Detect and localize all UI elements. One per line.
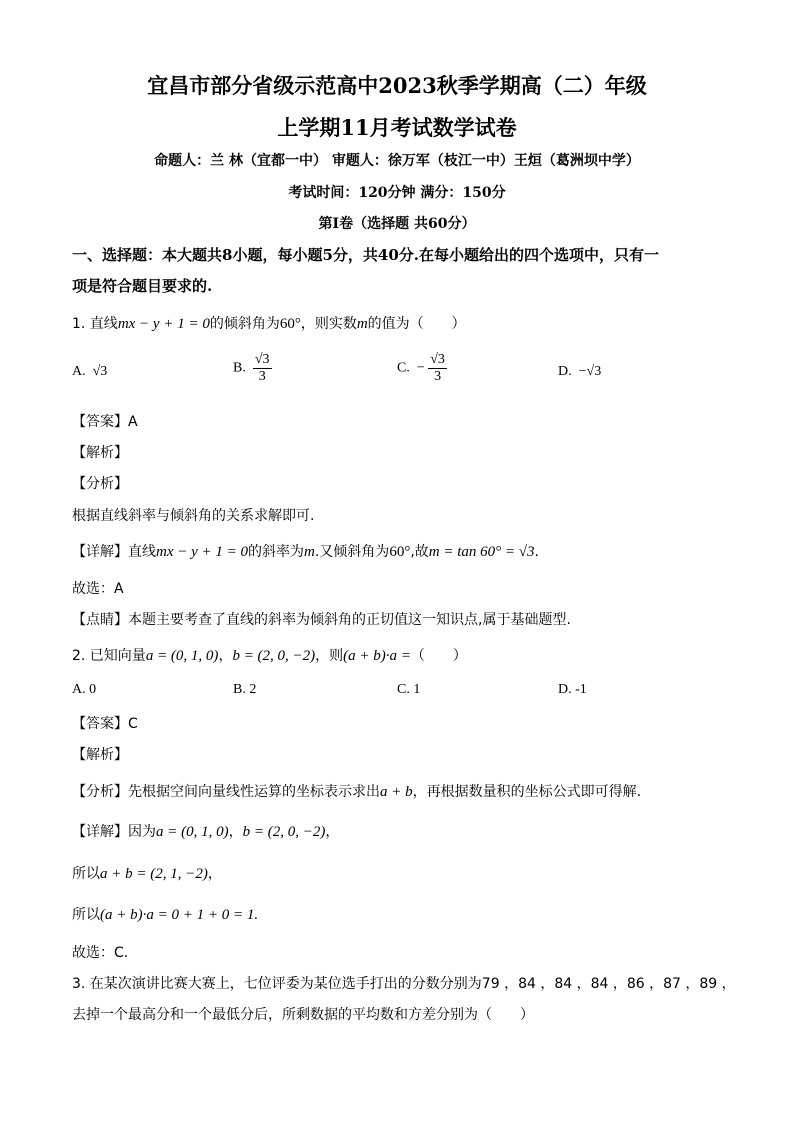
q1-detail: 【详解】直线mx − y + 1 = 0的斜率为m.又倾斜角为60°,故m = tan 60° = √3. bbox=[72, 544, 539, 560]
q2-analysis-tag: 【解析】 bbox=[72, 747, 128, 763]
exam-authors: 命题人：兰 林（宜都一中） 审题人：徐万军（枝江一中）王烜（葛洲坝中学） bbox=[154, 153, 640, 169]
q2-option-a: A. 0 bbox=[72, 682, 97, 697]
question-1-stem bbox=[72, 313, 466, 333]
q1-tail: 的值为（ ） bbox=[367, 316, 466, 332]
question-3-line2: 去掉一个最高分和一个最低分后，所剩数据的平均数和方差分别为（ ） bbox=[72, 1007, 534, 1023]
section-intro-line2: 项是符合题目要求的. bbox=[72, 277, 213, 295]
part-title: 第Ⅰ卷（选择题 共60分） bbox=[318, 216, 476, 232]
q2-option-c: C. 1 bbox=[397, 682, 421, 697]
q1-answer: 【答案】A bbox=[72, 414, 138, 430]
exam-title-line2: 上学期11月考试数学试卷 bbox=[277, 115, 517, 140]
q1-analysis-tag: 【解析】 bbox=[72, 445, 128, 461]
q1-option-b: B. $\frac{√3}{3}$ bbox=[233, 352, 270, 384]
q2-detail: 【详解】因为a = (0, 1, 0)，b = (2, 0, −2)， bbox=[72, 824, 340, 840]
q2-choose: 故选：C. bbox=[72, 945, 129, 961]
q2-vector-b: b = (2, 0, −2) bbox=[232, 648, 316, 664]
q1-mid2: ，则实数 bbox=[300, 316, 357, 332]
q2-option-b: B. 2 bbox=[233, 682, 257, 697]
q1-option-d: D. −√3 bbox=[558, 364, 602, 379]
q2-expression: (a + b)·a = bbox=[343, 648, 411, 664]
q1-dianjing: 【点睛】本题主要考查了直线的斜率为倾斜角的正切值这一知识点,属于基础题型. bbox=[72, 612, 571, 628]
q1-equation: mx − y + 1 = 0 bbox=[117, 316, 210, 332]
q2-fenxi: 【分析】先根据空间向量线性运算的坐标表示求出a + b，再根据数量积的坐标公式即可得解. bbox=[72, 784, 642, 800]
q1-option-a: A. √3 bbox=[72, 364, 108, 379]
question-3-line1: 3. 在某次演讲比赛大赛上，七位评委为某位选手打出的分数分别为79 ，84 ，84 ，84 ，86 ，87 ，89 ， bbox=[72, 976, 736, 992]
q1-angle: 60° bbox=[279, 316, 301, 332]
q2-option-d: D. -1 bbox=[558, 682, 587, 697]
q1-fenxi-tag: 【分析】 bbox=[72, 476, 128, 492]
q2-answer: 【答案】C bbox=[72, 716, 138, 732]
q1-option-b-fraction: $\frac{√3}{3}$ bbox=[254, 352, 270, 384]
q1-var: m bbox=[356, 316, 368, 332]
exam-title-line1: 宜昌市部分省级示范高中2023秋季学期高（二）年级 bbox=[147, 73, 647, 98]
q2-step2: 所以(a + b)·a = 0 + 1 + 0 = 1. bbox=[72, 907, 259, 923]
question-2-stem: 2. 已知向量a = (0, 1, 0)，b = (2, 0, −2)，则(a + b)·a =（ ） bbox=[72, 648, 467, 664]
q1-option-c: C. − $\frac{√3}{3}$ bbox=[397, 352, 445, 384]
q2-vector-a: a = (0, 1, 0) bbox=[145, 648, 219, 664]
q1-prefix: 1. 直线 bbox=[72, 316, 118, 332]
q1-mid: 的倾斜角为 bbox=[209, 316, 280, 332]
q2-step1: 所以a + b = (2, 1, −2)， bbox=[72, 866, 222, 882]
exam-time-score: 考试时间：120分钟 满分：150分 bbox=[288, 185, 506, 201]
q1-option-c-fraction: $\frac{√3}{3}$ bbox=[430, 352, 445, 384]
q1-fenxi-text: 根据直线斜率与倾斜角的关系求解即可. bbox=[72, 508, 315, 524]
q1-choose: 故选：A bbox=[72, 581, 124, 597]
section-intro-line1: 一、选择题：本大题共8小题，每小题5分，共40分.在每小题给出的四个选项中，只有一 bbox=[72, 246, 659, 264]
